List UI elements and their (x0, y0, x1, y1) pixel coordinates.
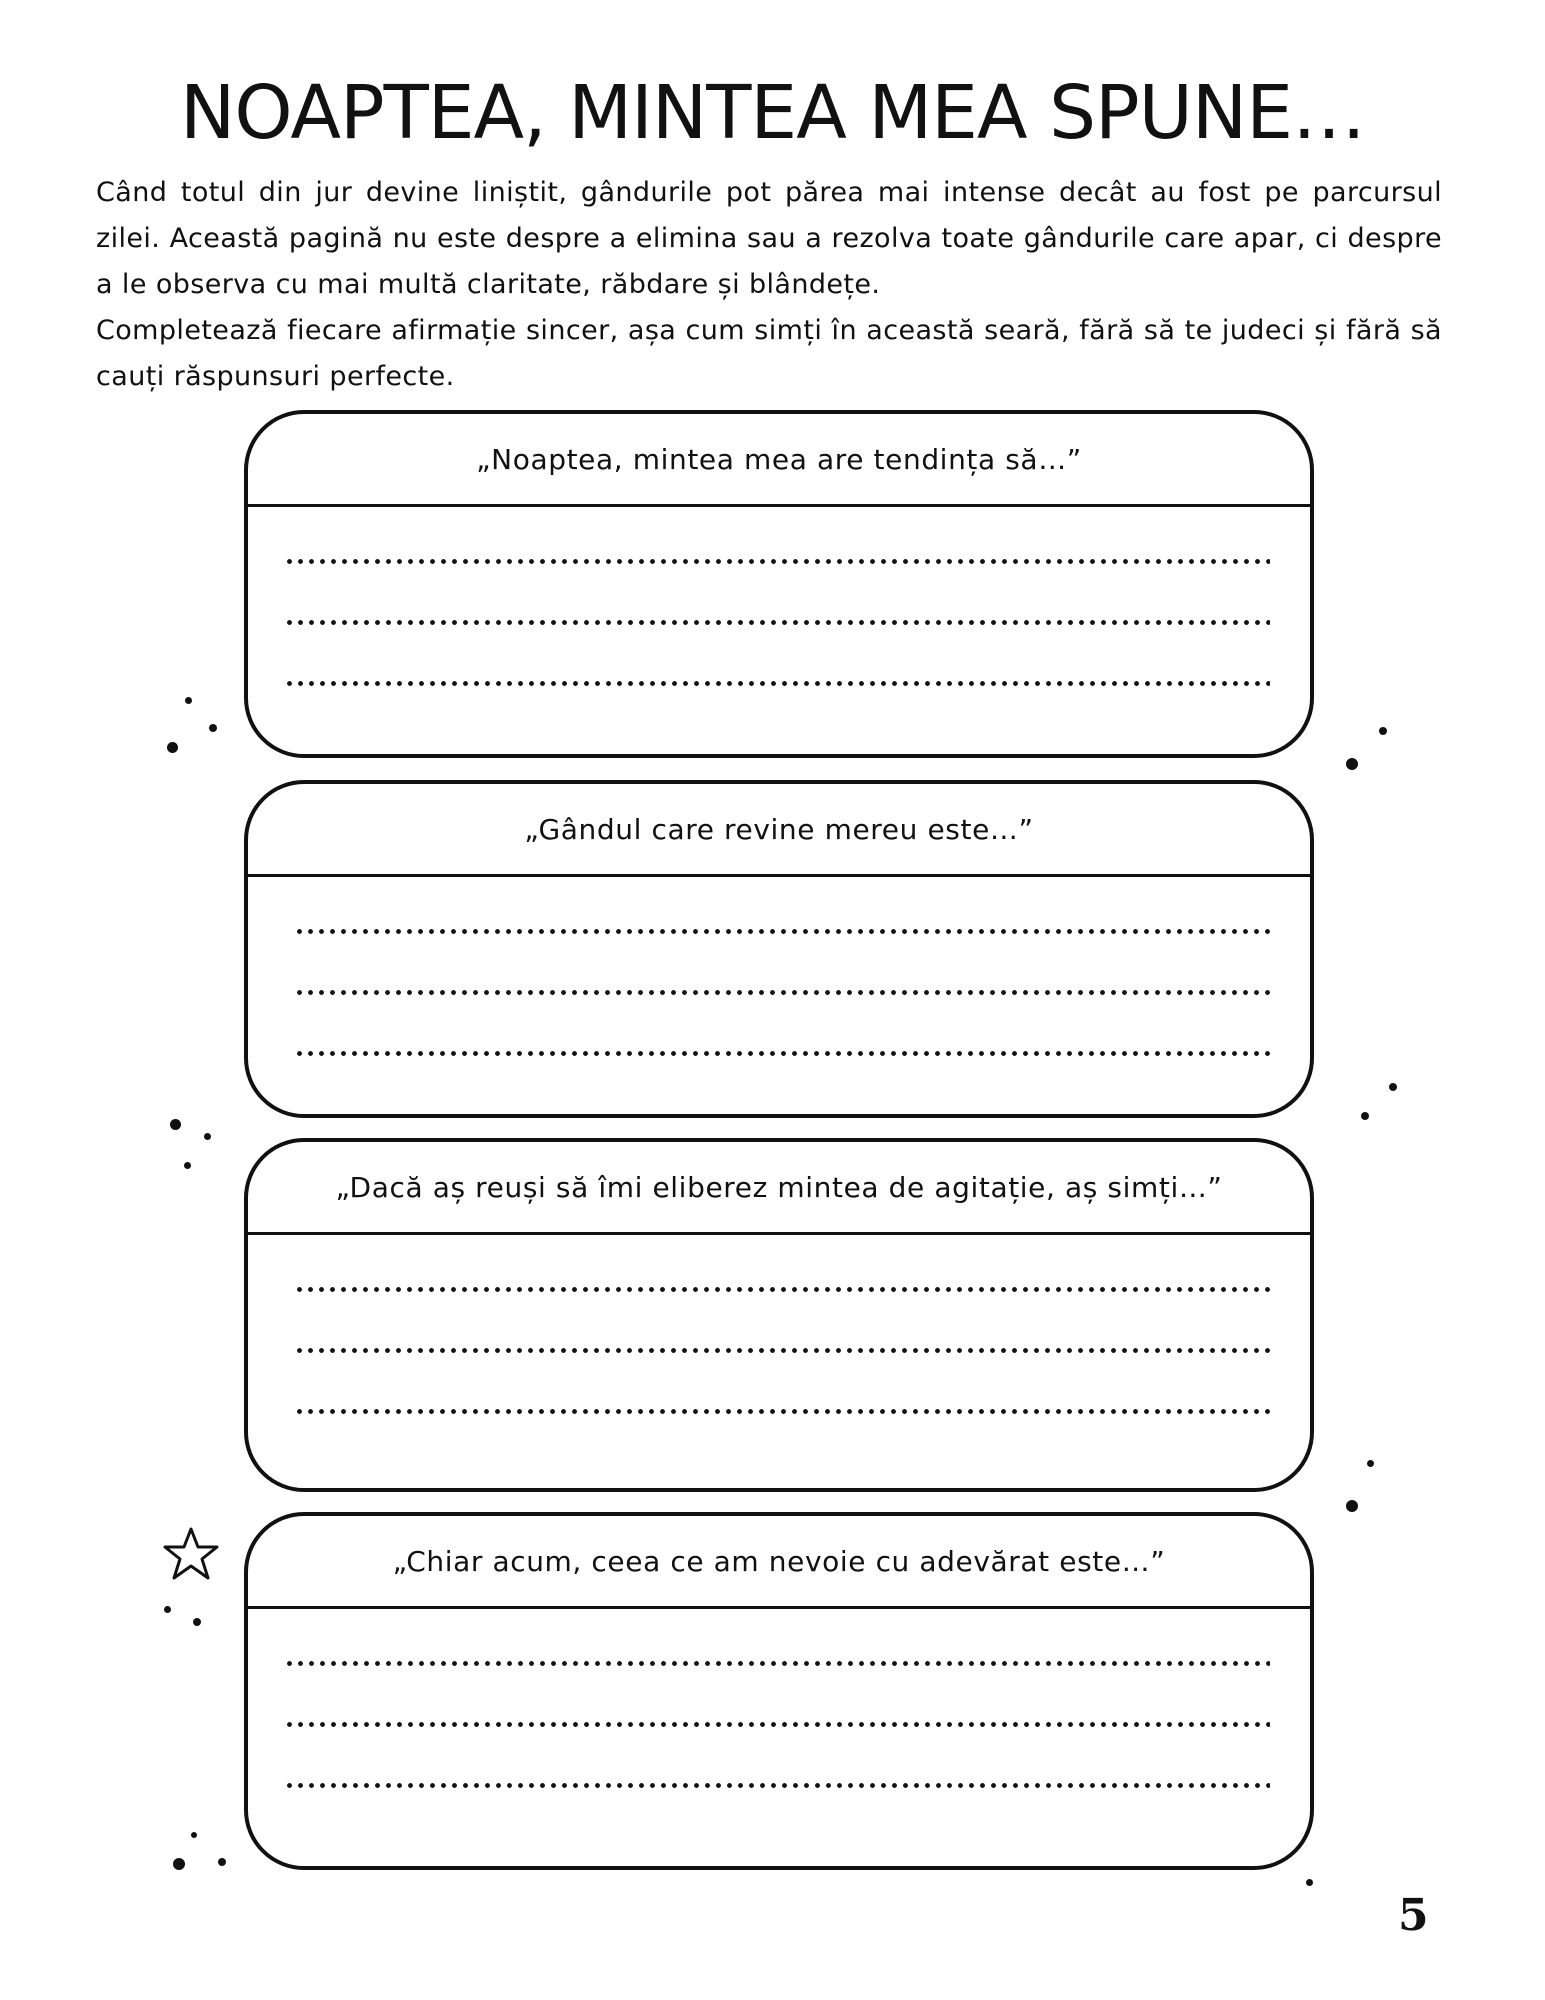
answer-line[interactable] (294, 962, 1270, 1023)
dot-icon (218, 1858, 226, 1866)
intro-paragraph-2: Completează fiecare afirmație sincer, așa cum simți în această seară, fără să te judeci și fără să cauți răspunsuri perfecte. (96, 315, 1442, 392)
page-number: 5 (1398, 1890, 1429, 1941)
dot-icon (1389, 1083, 1397, 1091)
dot-icon (167, 742, 178, 753)
dot-icon (193, 1618, 201, 1626)
answer-lines-2[interactable] (248, 877, 1310, 1084)
answer-line[interactable] (284, 1755, 1270, 1816)
dot-icon (1379, 727, 1387, 735)
intro-paragraph-1: Când totul din jur devine liniștit, gândurile pot părea mai intense decât au fost pe parcursul zilei. Această pagină nu este despre a elimina sau a rezolva toate gândurile care apar, ci despre a le observa cu mai multă claritate, răbdare și blândețe. (96, 177, 1442, 300)
dot-icon (1361, 1112, 1369, 1120)
answer-line[interactable] (294, 1320, 1270, 1381)
dot-icon (170, 1119, 181, 1130)
dot-icon (204, 1133, 211, 1140)
prompt-label-4: „Chiar acum, ceea ce am nevoie cu adevărat este…” (248, 1516, 1310, 1609)
answer-line[interactable] (284, 592, 1270, 653)
intro-text (96, 170, 1442, 400)
dot-icon (191, 1832, 197, 1838)
dot-icon (164, 1606, 171, 1613)
prompt-card-4 (244, 1512, 1314, 1870)
answer-line[interactable] (284, 1694, 1270, 1755)
prompt-label-3: „Dacă aș reuși să îmi eliberez mintea de agitație, aș simți…” (248, 1142, 1310, 1235)
answer-line[interactable] (294, 1023, 1270, 1084)
star-outline-icon (162, 1526, 220, 1582)
prompt-label-2: „Gândul care revine mereu este…” (248, 784, 1310, 877)
prompt-label-1: „Noaptea, mintea mea are tendința să…” (248, 414, 1310, 507)
page-title: NOAPTEA, MINTEA MEA SPUNE… (180, 70, 1365, 156)
answer-line[interactable] (284, 531, 1270, 592)
dot-icon (185, 697, 192, 704)
answer-line[interactable] (294, 901, 1270, 962)
answer-line[interactable] (294, 1259, 1270, 1320)
answer-line[interactable] (284, 653, 1270, 714)
prompt-card-1 (244, 410, 1314, 758)
dot-icon (1346, 1500, 1358, 1512)
answer-line[interactable] (284, 1633, 1270, 1694)
prompt-card-3 (244, 1138, 1314, 1492)
prompt-card-2 (244, 780, 1314, 1118)
dot-icon (1367, 1460, 1374, 1467)
dot-icon (209, 724, 217, 732)
answer-line[interactable] (294, 1381, 1270, 1442)
answer-lines-1[interactable] (248, 507, 1310, 714)
dot-icon (184, 1162, 191, 1169)
answer-lines-4[interactable] (248, 1609, 1310, 1816)
dot-icon (1346, 758, 1358, 770)
answer-lines-3[interactable] (248, 1235, 1310, 1442)
dot-icon (1306, 1879, 1313, 1886)
dot-icon (173, 1858, 185, 1870)
